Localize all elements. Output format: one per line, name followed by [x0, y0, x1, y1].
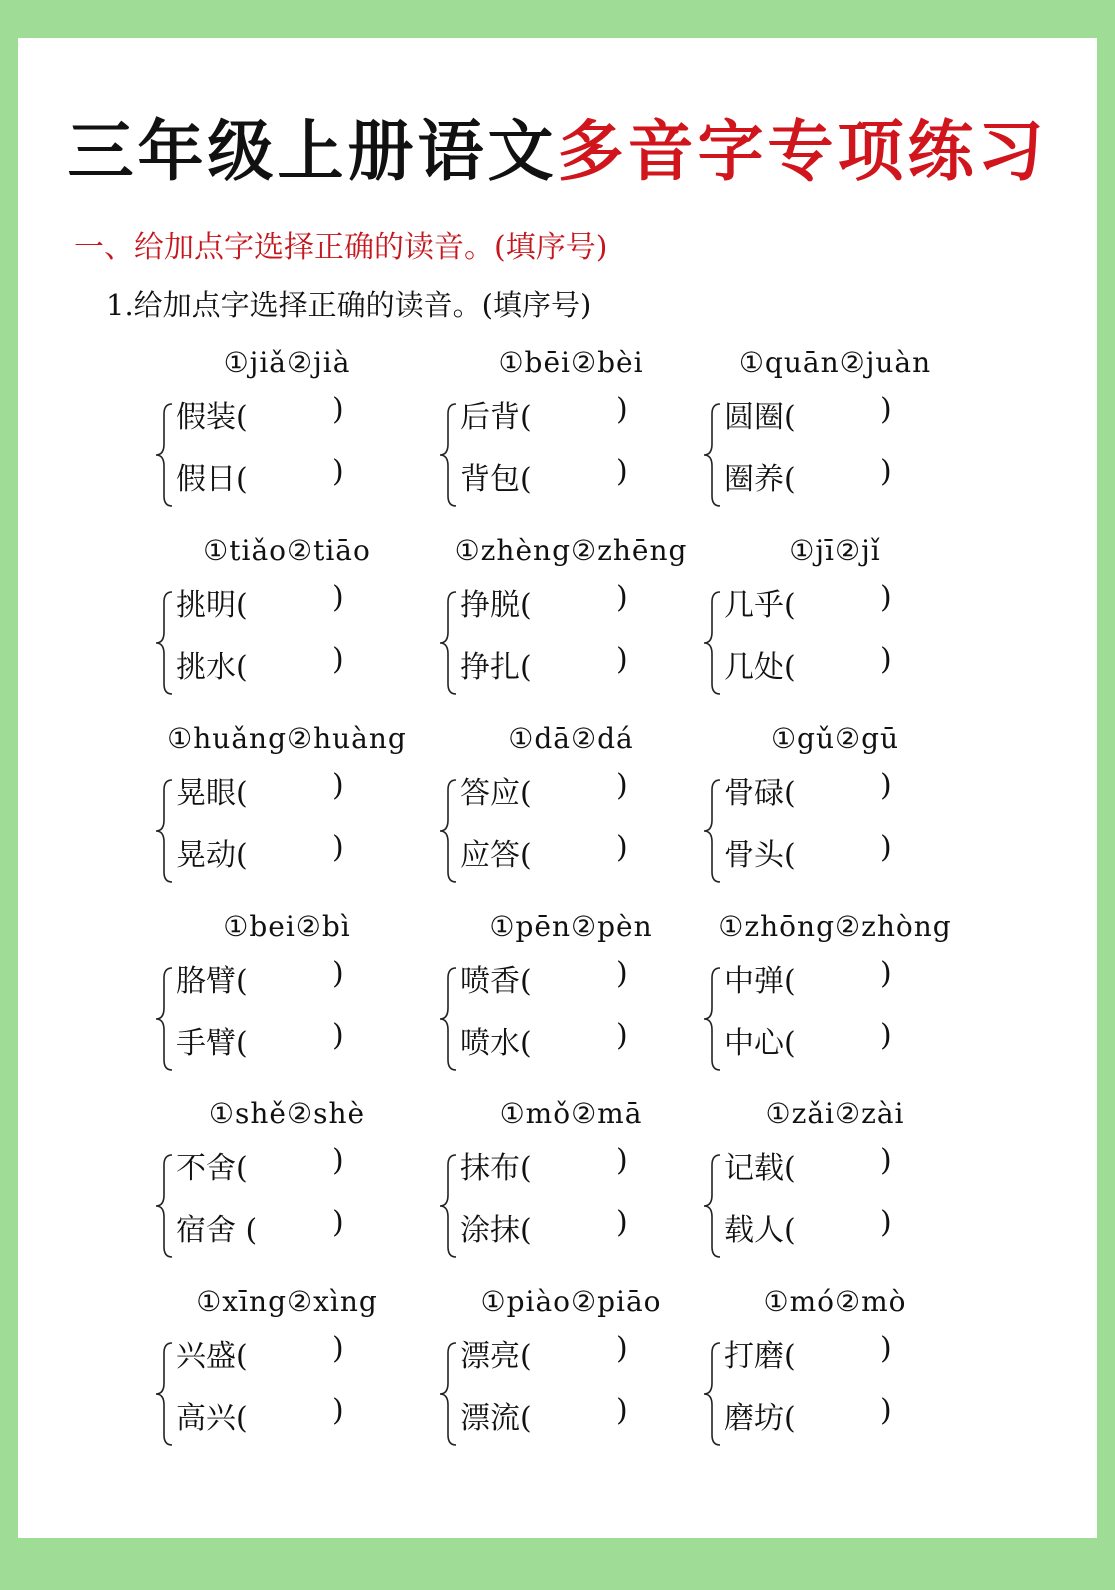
pinyin-options: ①bei②bì [223, 910, 351, 943]
pinyin-options: ①tiǎo②tiāo [203, 534, 371, 567]
brace-icon [702, 964, 724, 1074]
polyphone-group [152, 534, 422, 704]
word-item: 兴盛( [176, 1339, 248, 1374]
polyphone-group [700, 910, 970, 1080]
answer-blank-close[interactable]: ) [880, 454, 892, 489]
pinyin-options: ①gǔ②gū [770, 722, 900, 755]
pinyin-options: ①jī②jǐ [789, 534, 881, 567]
answer-blank-close[interactable]: ) [332, 642, 344, 677]
word-item: 打磨( [724, 1339, 796, 1374]
polyphone-group [436, 1097, 706, 1267]
answer-blank-close[interactable]: ) [332, 830, 344, 865]
title-black-part: 三年级上册语文 [67, 113, 558, 190]
polyphone-group [152, 346, 422, 516]
pinyin-options: ①xīng②xìng [196, 1285, 378, 1318]
answer-blank-close[interactable]: ) [616, 1393, 628, 1428]
pinyin-options: ①mó②mò [763, 1285, 907, 1318]
answer-blank-close[interactable]: ) [880, 1393, 892, 1428]
answer-blank-close[interactable]: ) [880, 830, 892, 865]
answer-blank-close[interactable]: ) [332, 1205, 344, 1240]
answer-blank-close[interactable]: ) [880, 768, 892, 803]
brace-icon [438, 588, 460, 698]
brace-icon [154, 776, 176, 886]
question-prompt: 1.给加点字选择正确的读音。(填序号) [106, 288, 592, 322]
word-item: 晃眼( [176, 776, 248, 811]
brace-icon [702, 588, 724, 698]
word-item: 载人( [724, 1213, 796, 1248]
answer-blank-close[interactable]: ) [616, 830, 628, 865]
answer-blank-close[interactable]: ) [880, 1143, 892, 1178]
brace-icon [438, 1151, 460, 1261]
brace-icon [702, 1151, 724, 1261]
word-item: 骨头( [724, 838, 796, 873]
answer-blank-close[interactable]: ) [332, 1331, 344, 1366]
word-item: 喷水( [460, 1026, 532, 1061]
answer-blank-close[interactable]: ) [616, 454, 628, 489]
polyphone-group [700, 1097, 970, 1267]
word-item: 挑水( [176, 650, 248, 685]
pinyin-options: ①huǎng②huàng [167, 722, 407, 755]
word-item: 不舍( [176, 1151, 248, 1186]
polyphone-group [700, 1285, 970, 1455]
pinyin-options: ①pēn②pèn [489, 910, 653, 943]
word-item: 高兴( [176, 1401, 248, 1436]
word-item: 喷香( [460, 964, 532, 999]
answer-blank-close[interactable]: ) [616, 1143, 628, 1178]
pinyin-options: ①mǒ②mā [499, 1097, 643, 1130]
word-item: 胳臂( [176, 964, 248, 999]
answer-blank-close[interactable]: ) [880, 956, 892, 991]
brace-icon [154, 964, 176, 1074]
answer-blank-close[interactable]: ) [332, 768, 344, 803]
answer-blank-close[interactable]: ) [616, 392, 628, 427]
brace-icon [438, 1339, 460, 1449]
word-item: 后背( [460, 400, 532, 435]
brace-icon [154, 1339, 176, 1449]
polyphone-group [152, 1097, 422, 1267]
brace-icon [154, 588, 176, 698]
polyphone-group [152, 910, 422, 1080]
word-item: 涂抹( [460, 1213, 532, 1248]
word-item: 磨坊( [724, 1401, 796, 1436]
answer-blank-close[interactable]: ) [880, 1331, 892, 1366]
answer-blank-close[interactable]: ) [616, 768, 628, 803]
pinyin-options: ①zhōng②zhòng [718, 910, 952, 943]
brace-icon [154, 400, 176, 510]
word-item: 圈养( [724, 462, 796, 497]
word-item: 假装( [176, 400, 248, 435]
answer-blank-close[interactable]: ) [332, 1393, 344, 1428]
brace-icon [438, 776, 460, 886]
word-item: 记载( [724, 1151, 796, 1186]
word-item: 宿舍 ( [176, 1213, 258, 1248]
answer-blank-close[interactable]: ) [332, 1143, 344, 1178]
pinyin-options: ①shě②shè [208, 1097, 366, 1130]
brace-icon [438, 964, 460, 1074]
word-item: 漂亮( [460, 1339, 532, 1374]
polyphone-group [436, 534, 706, 704]
word-item: 抹布( [460, 1151, 532, 1186]
pinyin-options: ①quān②juàn [738, 346, 932, 379]
answer-blank-close[interactable]: ) [332, 956, 344, 991]
answer-blank-close[interactable]: ) [332, 392, 344, 427]
word-item: 晃动( [176, 838, 248, 873]
answer-blank-close[interactable]: ) [880, 1018, 892, 1053]
polyphone-group [436, 346, 706, 516]
brace-icon [702, 776, 724, 886]
word-item: 中弹( [724, 964, 796, 999]
brace-icon [702, 1339, 724, 1449]
answer-blank-close[interactable]: ) [616, 956, 628, 991]
word-item: 手臂( [176, 1026, 248, 1061]
answer-blank-close[interactable]: ) [880, 392, 892, 427]
polyphone-group [700, 346, 970, 516]
word-item: 几乎( [724, 588, 796, 623]
polyphone-group [152, 722, 422, 892]
word-item: 几处( [724, 650, 796, 685]
word-item: 圆圈( [724, 400, 796, 435]
answer-blank-close[interactable]: ) [332, 1018, 344, 1053]
brace-icon [154, 1151, 176, 1261]
answer-blank-close[interactable]: ) [332, 580, 344, 615]
word-item: 背包( [460, 462, 532, 497]
pinyin-options: ①zhèng②zhēng [454, 534, 688, 567]
pinyin-options: ①jiǎ②jià [223, 346, 351, 379]
answer-blank-close[interactable]: ) [880, 1205, 892, 1240]
word-item: 挑明( [176, 588, 248, 623]
word-item: 漂流( [460, 1401, 532, 1436]
word-item: 假日( [176, 462, 248, 497]
polyphone-group [436, 722, 706, 892]
section-heading: 一、给加点字选择正确的读音。(填序号) [74, 230, 608, 265]
word-item: 骨碌( [724, 776, 796, 811]
answer-blank-close[interactable]: ) [616, 1331, 628, 1366]
answer-blank-close[interactable]: ) [880, 580, 892, 615]
answer-blank-close[interactable]: ) [616, 1018, 628, 1053]
polyphone-group [152, 1285, 422, 1455]
polyphone-group [436, 1285, 706, 1455]
pinyin-options: ①dā②dá [508, 722, 634, 755]
answer-blank-close[interactable]: ) [616, 580, 628, 615]
polyphone-group [436, 910, 706, 1080]
polyphone-group [700, 534, 970, 704]
answer-blank-close[interactable]: ) [332, 454, 344, 489]
polyphone-group [700, 722, 970, 892]
answer-blank-close[interactable]: ) [616, 1205, 628, 1240]
pinyin-options: ①zǎi②zài [765, 1097, 905, 1130]
word-item: 挣扎( [460, 650, 532, 685]
answer-blank-close[interactable]: ) [880, 642, 892, 677]
title-red-part: 多音字专项练习 [557, 113, 1048, 190]
pinyin-options: ①piào②piāo [480, 1285, 662, 1318]
word-item: 中心( [724, 1026, 796, 1061]
word-item: 应答( [460, 838, 532, 873]
brace-icon [702, 400, 724, 510]
answer-blank-close[interactable]: ) [616, 642, 628, 677]
pinyin-options: ①bēi②bèi [498, 346, 644, 379]
brace-icon [438, 400, 460, 510]
word-item: 挣脱( [460, 588, 532, 623]
word-item: 答应( [460, 776, 532, 811]
